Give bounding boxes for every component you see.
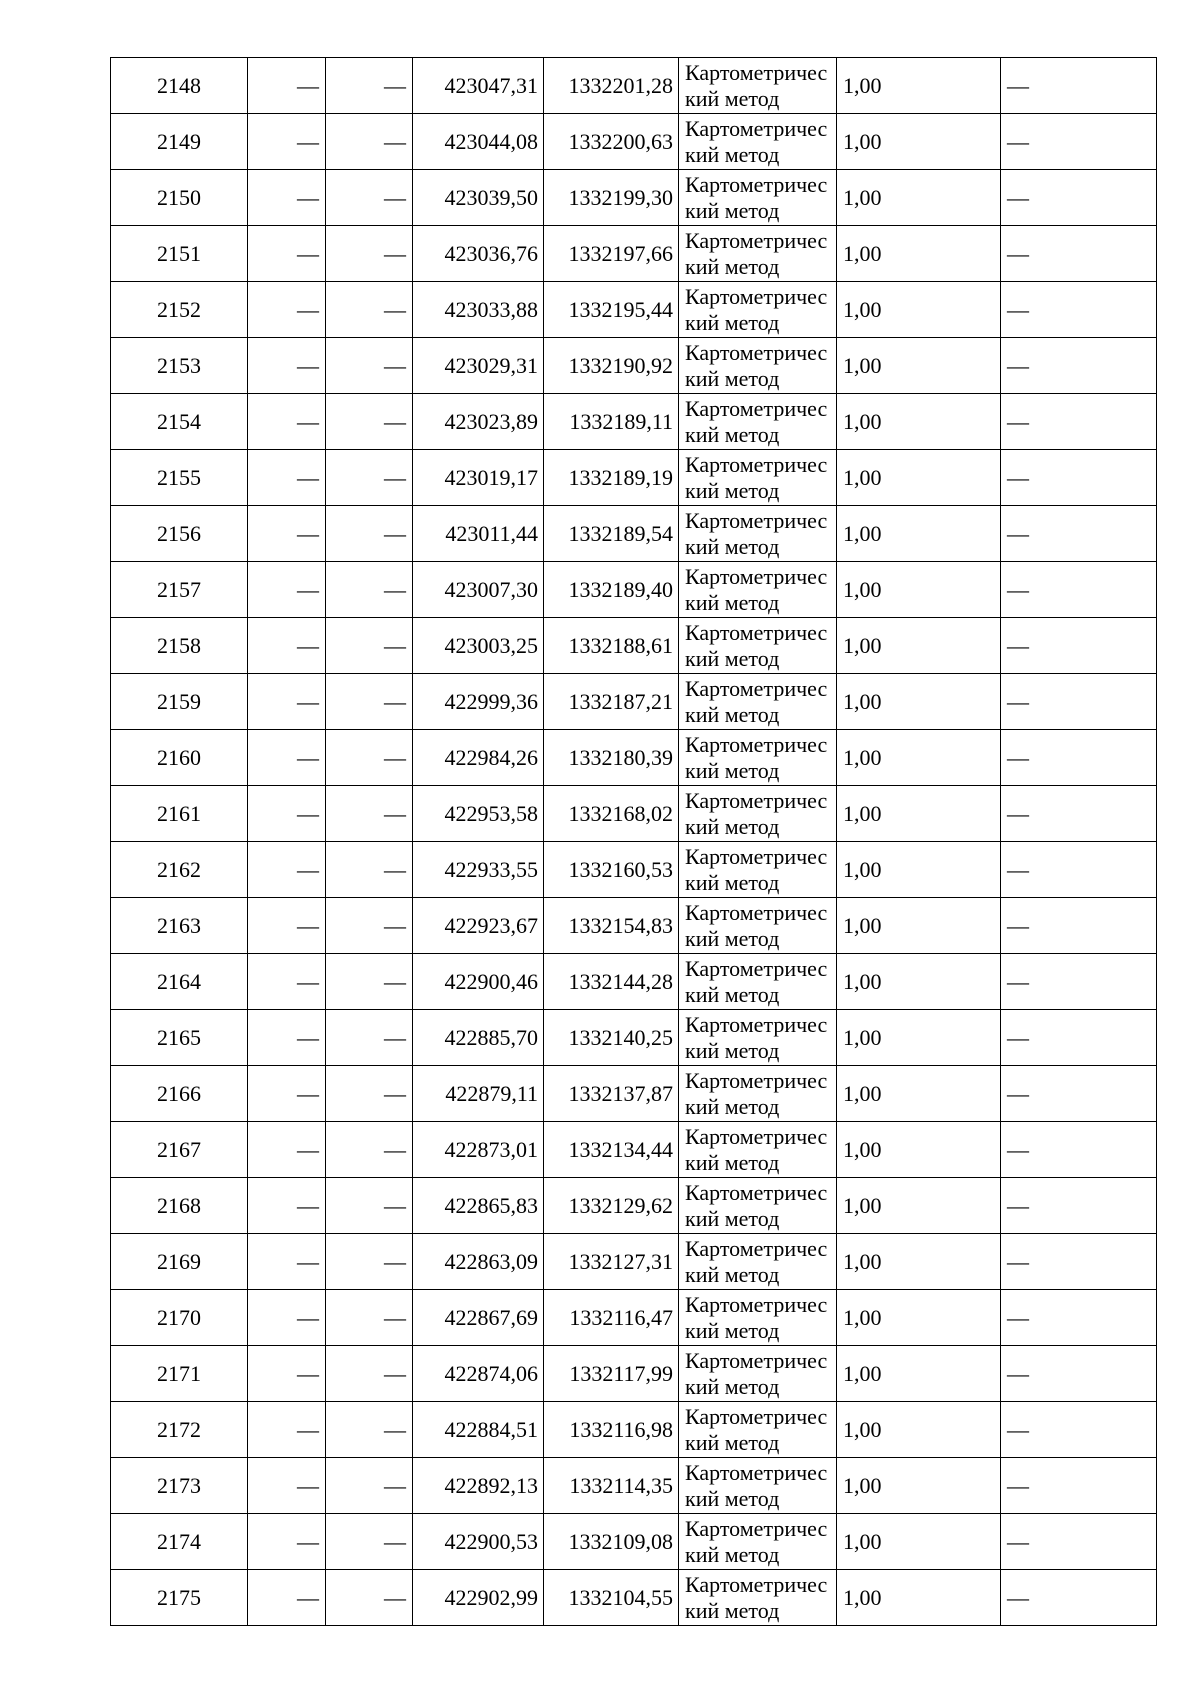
point-number-cell: 2167 (111, 1122, 248, 1178)
accuracy-cell: 1,00 (837, 394, 1001, 450)
old-y-cell: — (326, 786, 413, 842)
table-row (111, 226, 1157, 282)
old-y-cell: — (326, 450, 413, 506)
old-y-cell: — (326, 1290, 413, 1346)
table-row (111, 1066, 1157, 1122)
old-x-cell: — (248, 1010, 326, 1066)
accuracy-cell: 1,00 (837, 730, 1001, 786)
old-x-cell: — (248, 674, 326, 730)
method-cell: Картометрический метод (679, 226, 837, 282)
old-y-cell: — (326, 730, 413, 786)
old-x-cell: — (248, 1346, 326, 1402)
x-coordinate-cell: 422892,13 (413, 1458, 544, 1514)
old-y-cell: — (326, 898, 413, 954)
method-cell: Картометрический метод (679, 58, 837, 114)
accuracy-cell: 1,00 (837, 1458, 1001, 1514)
old-x-cell: — (248, 730, 326, 786)
accuracy-cell: 1,00 (837, 674, 1001, 730)
accuracy-cell: 1,00 (837, 898, 1001, 954)
y-coordinate-cell: 1332200,63 (544, 114, 679, 170)
method-cell: Картометрический метод (679, 842, 837, 898)
coordinates-table (110, 57, 1157, 1626)
table-row (111, 1458, 1157, 1514)
table-row (111, 1514, 1157, 1570)
point-number-cell: 2154 (111, 394, 248, 450)
y-coordinate-cell: 1332140,25 (544, 1010, 679, 1066)
point-number-cell: 2157 (111, 562, 248, 618)
description-cell: — (1001, 1122, 1157, 1178)
method-cell: Картометрический метод (679, 954, 837, 1010)
description-cell: — (1001, 1458, 1157, 1514)
old-x-cell: — (248, 1290, 326, 1346)
old-x-cell: — (248, 1122, 326, 1178)
description-cell: — (1001, 786, 1157, 842)
description-cell: — (1001, 282, 1157, 338)
method-cell: Картометрический метод (679, 170, 837, 226)
x-coordinate-cell: 422873,01 (413, 1122, 544, 1178)
accuracy-cell: 1,00 (837, 1234, 1001, 1290)
y-coordinate-cell: 1332188,61 (544, 618, 679, 674)
description-cell: — (1001, 954, 1157, 1010)
point-number-cell: 2160 (111, 730, 248, 786)
description-cell: — (1001, 226, 1157, 282)
method-cell: Картометрический метод (679, 562, 837, 618)
description-cell: — (1001, 58, 1157, 114)
y-coordinate-cell: 1332201,28 (544, 58, 679, 114)
accuracy-cell: 1,00 (837, 170, 1001, 226)
point-number-cell: 2156 (111, 506, 248, 562)
point-number-cell: 2162 (111, 842, 248, 898)
y-coordinate-cell: 1332189,19 (544, 450, 679, 506)
old-x-cell: — (248, 562, 326, 618)
x-coordinate-cell: 423047,31 (413, 58, 544, 114)
point-number-cell: 2159 (111, 674, 248, 730)
table-row (111, 674, 1157, 730)
point-number-cell: 2158 (111, 618, 248, 674)
y-coordinate-cell: 1332189,11 (544, 394, 679, 450)
x-coordinate-cell: 422885,70 (413, 1010, 544, 1066)
table-row (111, 1010, 1157, 1066)
description-cell: — (1001, 730, 1157, 786)
table-row (111, 618, 1157, 674)
old-x-cell: — (248, 786, 326, 842)
point-number-cell: 2164 (111, 954, 248, 1010)
method-cell: Картометрический метод (679, 506, 837, 562)
old-y-cell: — (326, 674, 413, 730)
y-coordinate-cell: 1332195,44 (544, 282, 679, 338)
table-row (111, 898, 1157, 954)
accuracy-cell: 1,00 (837, 1010, 1001, 1066)
method-cell: Картометрический метод (679, 786, 837, 842)
method-cell: Картометрический метод (679, 1178, 837, 1234)
description-cell: — (1001, 1514, 1157, 1570)
y-coordinate-cell: 1332168,02 (544, 786, 679, 842)
accuracy-cell: 1,00 (837, 1066, 1001, 1122)
accuracy-cell: 1,00 (837, 282, 1001, 338)
point-number-cell: 2168 (111, 1178, 248, 1234)
table-body (111, 58, 1157, 1626)
description-cell: — (1001, 1346, 1157, 1402)
x-coordinate-cell: 423011,44 (413, 506, 544, 562)
old-y-cell: — (326, 1458, 413, 1514)
method-cell: Картометрический метод (679, 1066, 837, 1122)
method-cell: Картометрический метод (679, 674, 837, 730)
table-row (111, 954, 1157, 1010)
x-coordinate-cell: 423033,88 (413, 282, 544, 338)
method-cell: Картометрический метод (679, 618, 837, 674)
x-coordinate-cell: 422923,67 (413, 898, 544, 954)
accuracy-cell: 1,00 (837, 1570, 1001, 1626)
accuracy-cell: 1,00 (837, 226, 1001, 282)
point-number-cell: 2149 (111, 114, 248, 170)
description-cell: — (1001, 1010, 1157, 1066)
method-cell: Картометрический метод (679, 1234, 837, 1290)
old-y-cell: — (326, 1346, 413, 1402)
accuracy-cell: 1,00 (837, 1122, 1001, 1178)
description-cell: — (1001, 1290, 1157, 1346)
accuracy-cell: 1,00 (837, 506, 1001, 562)
point-number-cell: 2165 (111, 1010, 248, 1066)
description-cell: — (1001, 394, 1157, 450)
point-number-cell: 2175 (111, 1570, 248, 1626)
x-coordinate-cell: 422879,11 (413, 1066, 544, 1122)
old-x-cell: — (248, 1178, 326, 1234)
point-number-cell: 2166 (111, 1066, 248, 1122)
old-y-cell: — (326, 394, 413, 450)
x-coordinate-cell: 423044,08 (413, 114, 544, 170)
y-coordinate-cell: 1332117,99 (544, 1346, 679, 1402)
accuracy-cell: 1,00 (837, 450, 1001, 506)
point-number-cell: 2161 (111, 786, 248, 842)
point-number-cell: 2150 (111, 170, 248, 226)
old-x-cell: — (248, 506, 326, 562)
table-row (111, 394, 1157, 450)
table-row (111, 1234, 1157, 1290)
y-coordinate-cell: 1332129,62 (544, 1178, 679, 1234)
old-x-cell: — (248, 618, 326, 674)
point-number-cell: 2163 (111, 898, 248, 954)
old-x-cell: — (248, 170, 326, 226)
table-row (111, 114, 1157, 170)
old-y-cell: — (326, 282, 413, 338)
method-cell: Картометрический метод (679, 1570, 837, 1626)
x-coordinate-cell: 422953,58 (413, 786, 544, 842)
x-coordinate-cell: 422884,51 (413, 1402, 544, 1458)
method-cell: Картометрический метод (679, 450, 837, 506)
y-coordinate-cell: 1332116,47 (544, 1290, 679, 1346)
y-coordinate-cell: 1332154,83 (544, 898, 679, 954)
y-coordinate-cell: 1332127,31 (544, 1234, 679, 1290)
accuracy-cell: 1,00 (837, 618, 1001, 674)
y-coordinate-cell: 1332109,08 (544, 1514, 679, 1570)
table-row (111, 562, 1157, 618)
y-coordinate-cell: 1332199,30 (544, 170, 679, 226)
old-y-cell: — (326, 1570, 413, 1626)
x-coordinate-cell: 422867,69 (413, 1290, 544, 1346)
y-coordinate-cell: 1332190,92 (544, 338, 679, 394)
description-cell: — (1001, 1178, 1157, 1234)
table-row (111, 1570, 1157, 1626)
accuracy-cell: 1,00 (837, 338, 1001, 394)
x-coordinate-cell: 423029,31 (413, 338, 544, 394)
x-coordinate-cell: 423019,17 (413, 450, 544, 506)
old-x-cell: — (248, 338, 326, 394)
old-y-cell: — (326, 226, 413, 282)
old-x-cell: — (248, 1066, 326, 1122)
old-y-cell: — (326, 954, 413, 1010)
old-y-cell: — (326, 506, 413, 562)
old-y-cell: — (326, 618, 413, 674)
description-cell: — (1001, 114, 1157, 170)
point-number-cell: 2173 (111, 1458, 248, 1514)
old-x-cell: — (248, 1514, 326, 1570)
y-coordinate-cell: 1332160,53 (544, 842, 679, 898)
method-cell: Картометрический метод (679, 1290, 837, 1346)
method-cell: Картометрический метод (679, 114, 837, 170)
x-coordinate-cell: 423007,30 (413, 562, 544, 618)
old-x-cell: — (248, 1234, 326, 1290)
method-cell: Картометрический метод (679, 1122, 837, 1178)
description-cell: — (1001, 1066, 1157, 1122)
old-x-cell: — (248, 450, 326, 506)
x-coordinate-cell: 422863,09 (413, 1234, 544, 1290)
old-y-cell: — (326, 170, 413, 226)
accuracy-cell: 1,00 (837, 58, 1001, 114)
point-number-cell: 2169 (111, 1234, 248, 1290)
old-y-cell: — (326, 1178, 413, 1234)
x-coordinate-cell: 422865,83 (413, 1178, 544, 1234)
table-row (111, 1346, 1157, 1402)
accuracy-cell: 1,00 (837, 562, 1001, 618)
old-y-cell: — (326, 562, 413, 618)
table-row (111, 1178, 1157, 1234)
table-row (111, 58, 1157, 114)
description-cell: — (1001, 562, 1157, 618)
accuracy-cell: 1,00 (837, 786, 1001, 842)
description-cell: — (1001, 1234, 1157, 1290)
y-coordinate-cell: 1332104,55 (544, 1570, 679, 1626)
accuracy-cell: 1,00 (837, 1346, 1001, 1402)
description-cell: — (1001, 506, 1157, 562)
table-row (111, 1402, 1157, 1458)
x-coordinate-cell: 423036,76 (413, 226, 544, 282)
y-coordinate-cell: 1332189,40 (544, 562, 679, 618)
x-coordinate-cell: 422984,26 (413, 730, 544, 786)
y-coordinate-cell: 1332187,21 (544, 674, 679, 730)
old-x-cell: — (248, 1570, 326, 1626)
table-row (111, 450, 1157, 506)
table-row (111, 170, 1157, 226)
description-cell: — (1001, 170, 1157, 226)
accuracy-cell: 1,00 (837, 1178, 1001, 1234)
old-y-cell: — (326, 1122, 413, 1178)
accuracy-cell: 1,00 (837, 1514, 1001, 1570)
description-cell: — (1001, 1570, 1157, 1626)
x-coordinate-cell: 423039,50 (413, 170, 544, 226)
method-cell: Картометрический метод (679, 338, 837, 394)
old-x-cell: — (248, 58, 326, 114)
method-cell: Картометрический метод (679, 1458, 837, 1514)
x-coordinate-cell: 422874,06 (413, 1346, 544, 1402)
x-coordinate-cell: 423003,25 (413, 618, 544, 674)
point-number-cell: 2172 (111, 1402, 248, 1458)
point-number-cell: 2170 (111, 1290, 248, 1346)
x-coordinate-cell: 422902,99 (413, 1570, 544, 1626)
table-row (111, 282, 1157, 338)
old-y-cell: — (326, 338, 413, 394)
table-row (111, 786, 1157, 842)
old-y-cell: — (326, 1066, 413, 1122)
y-coordinate-cell: 1332144,28 (544, 954, 679, 1010)
y-coordinate-cell: 1332116,98 (544, 1402, 679, 1458)
accuracy-cell: 1,00 (837, 1402, 1001, 1458)
table-row (111, 730, 1157, 786)
method-cell: Картометрический метод (679, 1402, 837, 1458)
old-y-cell: — (326, 842, 413, 898)
description-cell: — (1001, 898, 1157, 954)
x-coordinate-cell: 422900,53 (413, 1514, 544, 1570)
method-cell: Картометрический метод (679, 282, 837, 338)
accuracy-cell: 1,00 (837, 954, 1001, 1010)
old-y-cell: — (326, 58, 413, 114)
old-x-cell: — (248, 114, 326, 170)
table-row (111, 842, 1157, 898)
description-cell: — (1001, 450, 1157, 506)
x-coordinate-cell: 422933,55 (413, 842, 544, 898)
old-x-cell: — (248, 226, 326, 282)
y-coordinate-cell: 1332137,87 (544, 1066, 679, 1122)
description-cell: — (1001, 674, 1157, 730)
old-y-cell: — (326, 1010, 413, 1066)
point-number-cell: 2151 (111, 226, 248, 282)
old-x-cell: — (248, 1458, 326, 1514)
table-row (111, 1290, 1157, 1346)
accuracy-cell: 1,00 (837, 842, 1001, 898)
method-cell: Картометрический метод (679, 394, 837, 450)
old-y-cell: — (326, 1402, 413, 1458)
old-x-cell: — (248, 394, 326, 450)
old-x-cell: — (248, 898, 326, 954)
y-coordinate-cell: 1332134,44 (544, 1122, 679, 1178)
old-y-cell: — (326, 1234, 413, 1290)
description-cell: — (1001, 618, 1157, 674)
y-coordinate-cell: 1332189,54 (544, 506, 679, 562)
point-number-cell: 2153 (111, 338, 248, 394)
old-x-cell: — (248, 282, 326, 338)
old-y-cell: — (326, 1514, 413, 1570)
x-coordinate-cell: 422999,36 (413, 674, 544, 730)
old-x-cell: — (248, 1402, 326, 1458)
accuracy-cell: 1,00 (837, 114, 1001, 170)
x-coordinate-cell: 423023,89 (413, 394, 544, 450)
y-coordinate-cell: 1332114,35 (544, 1458, 679, 1514)
point-number-cell: 2155 (111, 450, 248, 506)
description-cell: — (1001, 842, 1157, 898)
point-number-cell: 2152 (111, 282, 248, 338)
x-coordinate-cell: 422900,46 (413, 954, 544, 1010)
accuracy-cell: 1,00 (837, 1290, 1001, 1346)
table-row (111, 506, 1157, 562)
table-row (111, 1122, 1157, 1178)
point-number-cell: 2171 (111, 1346, 248, 1402)
method-cell: Картометрический метод (679, 1346, 837, 1402)
method-cell: Картометрический метод (679, 898, 837, 954)
point-number-cell: 2148 (111, 58, 248, 114)
old-x-cell: — (248, 842, 326, 898)
table-row (111, 338, 1157, 394)
description-cell: — (1001, 338, 1157, 394)
description-cell: — (1001, 1402, 1157, 1458)
y-coordinate-cell: 1332180,39 (544, 730, 679, 786)
method-cell: Картометрический метод (679, 730, 837, 786)
old-x-cell: — (248, 954, 326, 1010)
method-cell: Картометрический метод (679, 1010, 837, 1066)
old-y-cell: — (326, 114, 413, 170)
method-cell: Картометрический метод (679, 1514, 837, 1570)
point-number-cell: 2174 (111, 1514, 248, 1570)
y-coordinate-cell: 1332197,66 (544, 226, 679, 282)
